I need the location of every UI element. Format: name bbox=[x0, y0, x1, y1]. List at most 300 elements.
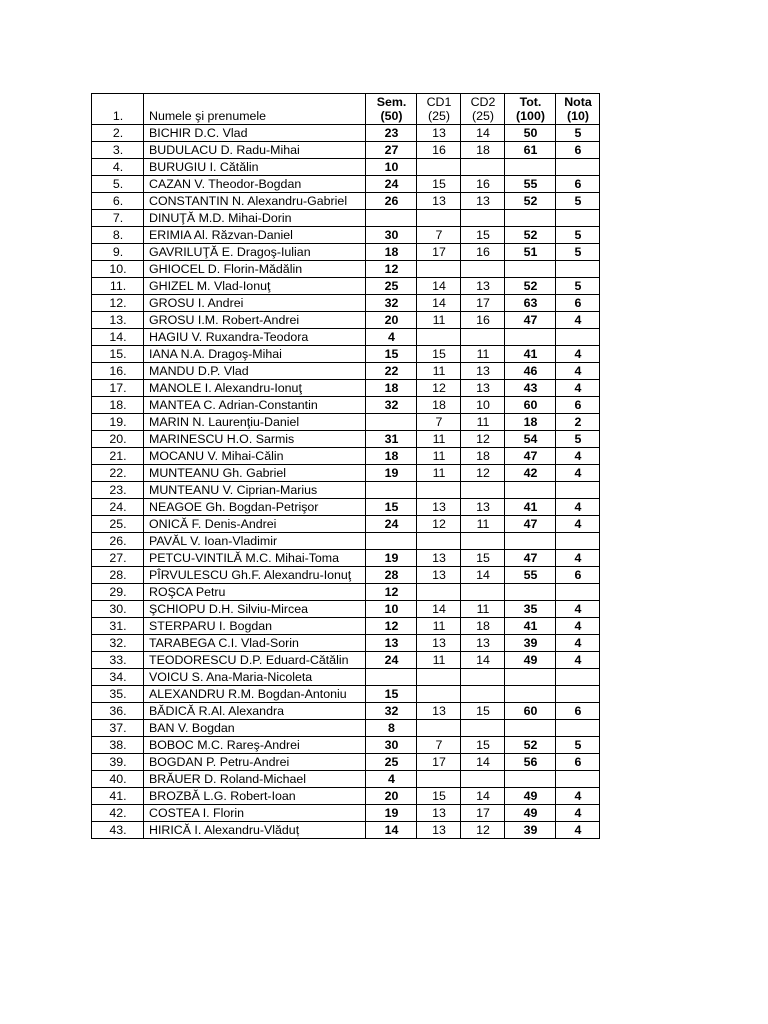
cd2-score bbox=[461, 669, 505, 686]
cd1-score: 16 bbox=[417, 142, 461, 159]
total-score: 54 bbox=[505, 431, 556, 448]
cd2-score: 15 bbox=[461, 703, 505, 720]
total-score bbox=[505, 329, 556, 346]
final-grade: 5 bbox=[556, 193, 600, 210]
cd2-score bbox=[461, 584, 505, 601]
table-row bbox=[92, 397, 600, 414]
student-name: MOCANU V. Mihai-Călin bbox=[144, 448, 366, 465]
row-number: 2. bbox=[92, 125, 144, 142]
total-score bbox=[505, 686, 556, 703]
total-score bbox=[505, 720, 556, 737]
cd1-score: 12 bbox=[417, 380, 461, 397]
final-grade bbox=[556, 261, 600, 278]
cd2-score: 15 bbox=[461, 550, 505, 567]
header-cd1-title: CD1 bbox=[426, 95, 452, 109]
student-name: BOGDAN P. Petru-Andrei bbox=[144, 754, 366, 771]
cd1-score: 15 bbox=[417, 346, 461, 363]
sem-score: 4 bbox=[366, 771, 417, 788]
cd2-score: 17 bbox=[461, 295, 505, 312]
final-grade bbox=[556, 482, 600, 499]
final-grade: 6 bbox=[556, 142, 600, 159]
header-sem-title: Sem. bbox=[376, 95, 407, 109]
student-name: CAZAN V. Theodor-Bogdan bbox=[144, 176, 366, 193]
final-grade: 6 bbox=[556, 567, 600, 584]
row-number: 35. bbox=[92, 686, 144, 703]
table-row bbox=[92, 550, 600, 567]
header-cd2-max: (25) bbox=[471, 109, 495, 123]
row-number: 30. bbox=[92, 601, 144, 618]
sem-score: 30 bbox=[366, 227, 417, 244]
row-number: 26. bbox=[92, 533, 144, 550]
cd1-score bbox=[417, 329, 461, 346]
cd2-score: 15 bbox=[461, 227, 505, 244]
student-name: HAGIU V. Ruxandra-Teodora bbox=[144, 329, 366, 346]
total-score: 46 bbox=[505, 363, 556, 380]
table-row bbox=[92, 312, 600, 329]
cd2-score: 13 bbox=[461, 635, 505, 652]
student-name: BROZBĂ L.G. Robert-Ioan bbox=[144, 788, 366, 805]
row-number: 11. bbox=[92, 278, 144, 295]
row-number: 19. bbox=[92, 414, 144, 431]
sem-score: 14 bbox=[366, 822, 417, 839]
total-score bbox=[505, 669, 556, 686]
student-name: TARABEGA C.I. Vlad-Sorin bbox=[144, 635, 366, 652]
row-number: 8. bbox=[92, 227, 144, 244]
row-number: 23. bbox=[92, 482, 144, 499]
row-number: 13. bbox=[92, 312, 144, 329]
final-grade: 5 bbox=[556, 227, 600, 244]
cd2-score: 16 bbox=[461, 312, 505, 329]
cd2-score: 14 bbox=[461, 567, 505, 584]
total-score: 50 bbox=[505, 125, 556, 142]
total-score: 47 bbox=[505, 448, 556, 465]
table-row bbox=[92, 261, 600, 278]
cd1-score bbox=[417, 720, 461, 737]
cd2-score: 14 bbox=[461, 652, 505, 669]
cd1-score: 13 bbox=[417, 499, 461, 516]
row-number: 20. bbox=[92, 431, 144, 448]
final-grade bbox=[556, 329, 600, 346]
cd1-score: 14 bbox=[417, 278, 461, 295]
final-grade: 5 bbox=[556, 278, 600, 295]
row-number: 24. bbox=[92, 499, 144, 516]
cd1-score bbox=[417, 771, 461, 788]
table-row bbox=[92, 210, 600, 227]
cd2-score: 13 bbox=[461, 363, 505, 380]
student-name: IANA N.A. Dragoş-Mihai bbox=[144, 346, 366, 363]
table-row bbox=[92, 431, 600, 448]
sem-score: 28 bbox=[366, 567, 417, 584]
row-number: 9. bbox=[92, 244, 144, 261]
sem-score: 15 bbox=[366, 499, 417, 516]
total-score: 43 bbox=[505, 380, 556, 397]
table-row bbox=[92, 244, 600, 261]
row-number: 4. bbox=[92, 159, 144, 176]
cd1-score: 13 bbox=[417, 193, 461, 210]
row-number: 31. bbox=[92, 618, 144, 635]
total-score: 56 bbox=[505, 754, 556, 771]
table-row bbox=[92, 278, 600, 295]
cd1-score: 13 bbox=[417, 805, 461, 822]
student-name: MARINESCU H.O. Sarmis bbox=[144, 431, 366, 448]
sem-score: 15 bbox=[366, 686, 417, 703]
final-grade bbox=[556, 686, 600, 703]
total-score: 52 bbox=[505, 227, 556, 244]
total-score: 52 bbox=[505, 278, 556, 295]
table-row bbox=[92, 669, 600, 686]
total-score: 47 bbox=[505, 312, 556, 329]
final-grade: 5 bbox=[556, 431, 600, 448]
student-name: ROŞCA Petru bbox=[144, 584, 366, 601]
total-score: 60 bbox=[505, 703, 556, 720]
sem-score: 32 bbox=[366, 295, 417, 312]
sem-score: 19 bbox=[366, 805, 417, 822]
sem-score: 12 bbox=[366, 618, 417, 635]
sem-score: 8 bbox=[366, 720, 417, 737]
student-name: NEAGOE Gh. Bogdan-Petrişor bbox=[144, 499, 366, 516]
sem-score: 24 bbox=[366, 652, 417, 669]
table-row bbox=[92, 499, 600, 516]
cd2-score: 10 bbox=[461, 397, 505, 414]
cd2-score: 12 bbox=[461, 822, 505, 839]
sem-score: 25 bbox=[366, 278, 417, 295]
row-number: 6. bbox=[92, 193, 144, 210]
total-score: 49 bbox=[505, 788, 556, 805]
sem-score bbox=[366, 669, 417, 686]
total-score bbox=[505, 584, 556, 601]
student-name: ONICĂ F. Denis-Andrei bbox=[144, 516, 366, 533]
header-cd2-title: CD2 bbox=[470, 95, 496, 109]
header-cd2 bbox=[461, 94, 505, 125]
cd2-score bbox=[461, 482, 505, 499]
cd2-score bbox=[461, 771, 505, 788]
cd1-score: 11 bbox=[417, 448, 461, 465]
student-name: GROSU I.M. Robert-Andrei bbox=[144, 312, 366, 329]
sem-score bbox=[366, 414, 417, 431]
table-row bbox=[92, 635, 600, 652]
table-row bbox=[92, 448, 600, 465]
final-grade: 4 bbox=[556, 346, 600, 363]
cd2-score: 13 bbox=[461, 499, 505, 516]
row-number: 42. bbox=[92, 805, 144, 822]
final-grade bbox=[556, 771, 600, 788]
student-name: BOBOC M.C. Rareş-Andrei bbox=[144, 737, 366, 754]
cd1-score: 14 bbox=[417, 601, 461, 618]
student-name: BURUGIU I. Cătălin bbox=[144, 159, 366, 176]
cd1-score: 11 bbox=[417, 312, 461, 329]
cd2-score: 17 bbox=[461, 805, 505, 822]
student-name: STERPARU I. Bogdan bbox=[144, 618, 366, 635]
total-score: 41 bbox=[505, 499, 556, 516]
final-grade bbox=[556, 584, 600, 601]
cd2-score: 14 bbox=[461, 788, 505, 805]
cd1-score: 12 bbox=[417, 516, 461, 533]
row-number: 34. bbox=[92, 669, 144, 686]
cd1-score: 7 bbox=[417, 227, 461, 244]
table-row bbox=[92, 652, 600, 669]
row-number: 21. bbox=[92, 448, 144, 465]
student-name: PAVĂL V. Ioan-Vladimir bbox=[144, 533, 366, 550]
final-grade bbox=[556, 210, 600, 227]
total-score: 55 bbox=[505, 567, 556, 584]
row-number: 43. bbox=[92, 822, 144, 839]
final-grade: 4 bbox=[556, 652, 600, 669]
header-nota-title: Nota bbox=[564, 95, 592, 109]
student-name: BUDULACU D. Radu-Mihai bbox=[144, 142, 366, 159]
header-row bbox=[92, 94, 600, 125]
table-row bbox=[92, 754, 600, 771]
student-name: MARIN N. Laurenţiu-Daniel bbox=[144, 414, 366, 431]
table-row bbox=[92, 788, 600, 805]
row-number: 15. bbox=[92, 346, 144, 363]
sem-score: 32 bbox=[366, 397, 417, 414]
final-grade: 5 bbox=[556, 737, 600, 754]
final-grade: 4 bbox=[556, 380, 600, 397]
sem-score: 26 bbox=[366, 193, 417, 210]
final-grade bbox=[556, 720, 600, 737]
final-grade: 4 bbox=[556, 601, 600, 618]
final-grade: 6 bbox=[556, 295, 600, 312]
row-number: 12. bbox=[92, 295, 144, 312]
header-nota bbox=[556, 94, 600, 125]
student-name: GROSU I. Andrei bbox=[144, 295, 366, 312]
header-nr: 1. bbox=[92, 94, 144, 125]
final-grade: 6 bbox=[556, 754, 600, 771]
total-score: 51 bbox=[505, 244, 556, 261]
table-row bbox=[92, 142, 600, 159]
student-name: ŞCHIOPU D.H. Silviu-Mircea bbox=[144, 601, 366, 618]
final-grade: 4 bbox=[556, 363, 600, 380]
cd1-score: 18 bbox=[417, 397, 461, 414]
total-score: 52 bbox=[505, 737, 556, 754]
student-name: GHIOCEL D. Florin-Mădălin bbox=[144, 261, 366, 278]
row-number: 33. bbox=[92, 652, 144, 669]
student-name: VOICU S. Ana-Maria-Nicoleta bbox=[144, 669, 366, 686]
table-row bbox=[92, 533, 600, 550]
sem-score: 24 bbox=[366, 516, 417, 533]
total-score: 39 bbox=[505, 822, 556, 839]
header-nota-max: (10) bbox=[566, 109, 590, 123]
cd2-score: 11 bbox=[461, 414, 505, 431]
cd1-score bbox=[417, 669, 461, 686]
student-name: BICHIR D.C. Vlad bbox=[144, 125, 366, 142]
table-row bbox=[92, 720, 600, 737]
row-number: 7. bbox=[92, 210, 144, 227]
total-score: 39 bbox=[505, 635, 556, 652]
table-row bbox=[92, 465, 600, 482]
table-row bbox=[92, 176, 600, 193]
row-number: 17. bbox=[92, 380, 144, 397]
cd2-score: 13 bbox=[461, 380, 505, 397]
student-name: COSTEA I. Florin bbox=[144, 805, 366, 822]
header-cd1 bbox=[417, 94, 461, 125]
student-name: DINUŢĂ M.D. Mihai-Dorin bbox=[144, 210, 366, 227]
cd2-score bbox=[461, 686, 505, 703]
table-row bbox=[92, 414, 600, 431]
student-name: HIRICĂ I. Alexandru-Vlăduț bbox=[144, 822, 366, 839]
cd2-score: 11 bbox=[461, 346, 505, 363]
sem-score: 27 bbox=[366, 142, 417, 159]
cd2-score bbox=[461, 720, 505, 737]
cd2-score: 11 bbox=[461, 601, 505, 618]
cd1-score: 13 bbox=[417, 125, 461, 142]
final-grade: 4 bbox=[556, 788, 600, 805]
cd1-score bbox=[417, 686, 461, 703]
final-grade: 4 bbox=[556, 516, 600, 533]
table-row bbox=[92, 329, 600, 346]
row-number: 32. bbox=[92, 635, 144, 652]
table-header bbox=[92, 94, 600, 125]
final-grade bbox=[556, 159, 600, 176]
student-name: PÎRVULESCU Gh.F. Alexandru-Ionuţ bbox=[144, 567, 366, 584]
total-score: 60 bbox=[505, 397, 556, 414]
final-grade: 4 bbox=[556, 618, 600, 635]
sem-score: 20 bbox=[366, 788, 417, 805]
cd1-score: 13 bbox=[417, 822, 461, 839]
cd1-score: 13 bbox=[417, 567, 461, 584]
row-number: 36. bbox=[92, 703, 144, 720]
row-number: 16. bbox=[92, 363, 144, 380]
sem-score: 18 bbox=[366, 380, 417, 397]
table-row bbox=[92, 227, 600, 244]
sem-score bbox=[366, 482, 417, 499]
table-row bbox=[92, 737, 600, 754]
table-row bbox=[92, 125, 600, 142]
cd1-score: 13 bbox=[417, 703, 461, 720]
total-score: 55 bbox=[505, 176, 556, 193]
sem-score: 13 bbox=[366, 635, 417, 652]
table-row bbox=[92, 159, 600, 176]
cd1-score bbox=[417, 261, 461, 278]
final-grade: 5 bbox=[556, 244, 600, 261]
cd1-score: 7 bbox=[417, 737, 461, 754]
student-name: MANTEA C. Adrian-Constantin bbox=[144, 397, 366, 414]
sem-score: 22 bbox=[366, 363, 417, 380]
total-score: 42 bbox=[505, 465, 556, 482]
header-tot-max: (100) bbox=[516, 109, 545, 123]
header-sem bbox=[366, 94, 417, 125]
final-grade: 4 bbox=[556, 499, 600, 516]
final-grade: 4 bbox=[556, 805, 600, 822]
table-row bbox=[92, 482, 600, 499]
table-row bbox=[92, 363, 600, 380]
total-score: 63 bbox=[505, 295, 556, 312]
row-number: 29. bbox=[92, 584, 144, 601]
cd2-score: 14 bbox=[461, 754, 505, 771]
row-number: 27. bbox=[92, 550, 144, 567]
sem-score: 19 bbox=[366, 550, 417, 567]
cd1-score bbox=[417, 159, 461, 176]
final-grade: 4 bbox=[556, 312, 600, 329]
table-row bbox=[92, 822, 600, 839]
row-number: 5. bbox=[92, 176, 144, 193]
student-name: TEODORESCU D.P. Eduard-Cătălin bbox=[144, 652, 366, 669]
student-name: MANOLE I. Alexandru-Ionuţ bbox=[144, 380, 366, 397]
final-grade: 2 bbox=[556, 414, 600, 431]
cd2-score: 12 bbox=[461, 431, 505, 448]
cd2-score bbox=[461, 533, 505, 550]
sem-score: 12 bbox=[366, 261, 417, 278]
row-number: 37. bbox=[92, 720, 144, 737]
cd1-score bbox=[417, 210, 461, 227]
final-grade: 6 bbox=[556, 397, 600, 414]
table-row bbox=[92, 193, 600, 210]
total-score bbox=[505, 482, 556, 499]
student-name: GHIZEL M. Vlad-Ionuţ bbox=[144, 278, 366, 295]
header-sem-max: (50) bbox=[380, 109, 403, 123]
row-number: 3. bbox=[92, 142, 144, 159]
cd2-score: 18 bbox=[461, 618, 505, 635]
sem-score bbox=[366, 533, 417, 550]
total-score: 35 bbox=[505, 601, 556, 618]
student-name: MUNTEANU Gh. Gabriel bbox=[144, 465, 366, 482]
table-row bbox=[92, 771, 600, 788]
cd2-score: 18 bbox=[461, 448, 505, 465]
cd1-score bbox=[417, 584, 461, 601]
final-grade: 4 bbox=[556, 550, 600, 567]
cd1-score: 13 bbox=[417, 635, 461, 652]
table-row bbox=[92, 380, 600, 397]
sem-score: 4 bbox=[366, 329, 417, 346]
cd2-score bbox=[461, 329, 505, 346]
final-grade: 4 bbox=[556, 822, 600, 839]
total-score: 41 bbox=[505, 346, 556, 363]
header-tot-title: Tot. bbox=[519, 95, 542, 109]
total-score: 52 bbox=[505, 193, 556, 210]
row-number: 22. bbox=[92, 465, 144, 482]
student-name: GAVRILUŢĂ E. Dragoş-Iulian bbox=[144, 244, 366, 261]
sem-score: 24 bbox=[366, 176, 417, 193]
total-score bbox=[505, 771, 556, 788]
student-name: MUNTEANU V. Ciprian-Marius bbox=[144, 482, 366, 499]
sem-score: 32 bbox=[366, 703, 417, 720]
sem-score: 19 bbox=[366, 465, 417, 482]
cd1-score bbox=[417, 533, 461, 550]
final-grade: 6 bbox=[556, 176, 600, 193]
row-number: 10. bbox=[92, 261, 144, 278]
cd1-score: 17 bbox=[417, 244, 461, 261]
cd2-score: 11 bbox=[461, 516, 505, 533]
cd1-score: 13 bbox=[417, 550, 461, 567]
sem-score: 12 bbox=[366, 584, 417, 601]
cd1-score bbox=[417, 482, 461, 499]
cd1-score: 11 bbox=[417, 618, 461, 635]
total-score bbox=[505, 533, 556, 550]
student-name: ERIMIA Al. Răzvan-Daniel bbox=[144, 227, 366, 244]
cd2-score: 14 bbox=[461, 125, 505, 142]
sem-score: 20 bbox=[366, 312, 417, 329]
total-score bbox=[505, 159, 556, 176]
row-number: 25. bbox=[92, 516, 144, 533]
total-score: 18 bbox=[505, 414, 556, 431]
table-row bbox=[92, 516, 600, 533]
student-name: ALEXANDRU R.M. Bogdan-Antoniu bbox=[144, 686, 366, 703]
sem-score: 10 bbox=[366, 159, 417, 176]
cd2-score: 13 bbox=[461, 278, 505, 295]
cd2-score: 16 bbox=[461, 244, 505, 261]
cd1-score: 15 bbox=[417, 788, 461, 805]
table-row bbox=[92, 346, 600, 363]
table-row bbox=[92, 805, 600, 822]
row-number: 14. bbox=[92, 329, 144, 346]
total-score: 61 bbox=[505, 142, 556, 159]
cd2-score: 16 bbox=[461, 176, 505, 193]
total-score: 49 bbox=[505, 652, 556, 669]
table-row bbox=[92, 295, 600, 312]
cd2-score: 15 bbox=[461, 737, 505, 754]
sem-score: 30 bbox=[366, 737, 417, 754]
row-number: 28. bbox=[92, 567, 144, 584]
